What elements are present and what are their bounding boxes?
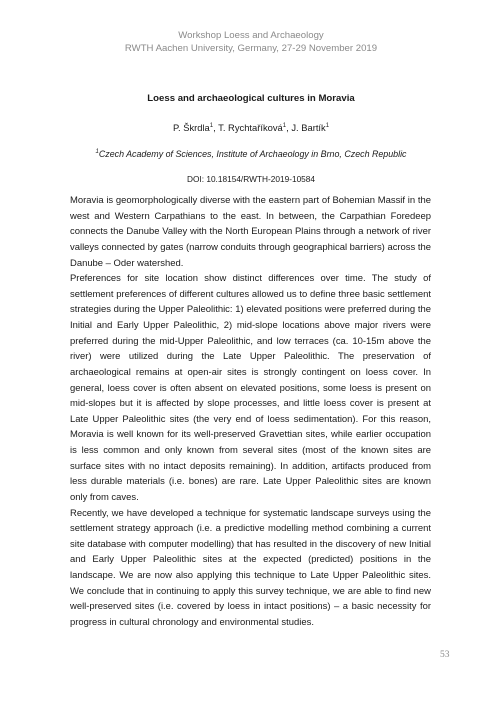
affiliation bbox=[0, 149, 502, 159]
header-venue: RWTH Aachen University, Germany, 27-29 November 2019 bbox=[124, 42, 378, 54]
affiliation-text: Czech Academy of Sciences, Institute of Archaeology in Brno, Czech Republic bbox=[98, 149, 407, 159]
author-affiliation-mark: 1 bbox=[209, 122, 214, 129]
doi: DOI: 10.18154/RWTH-2019-10584 bbox=[186, 174, 316, 184]
body-paragraph: Recently, we have developed a technique for systematic landscape surveys using the settlement strategy approach (i.e. a predictive modelling method combining a current site database with computer modelling) that has resulted in the discovery of new Initial and Early Upper Paleolithic sites at the expected (predicted) positions in the landscape. We are now also applying this technique to Late Upper Paleolithic sites. We conclude that in continuing to apply this survey technique, we are able to find new well-preserved sites (i.e. covered by loess in intact positions) – a basic necessity for progress in cultural chronology and environmental studies. bbox=[70, 507, 431, 628]
header-workshop-name: Workshop Loess and Archaeology bbox=[178, 30, 324, 41]
affiliation-mark: 1 bbox=[95, 149, 99, 156]
paper-title: Loess and archaeological cultures in Moravia bbox=[147, 93, 355, 104]
running-header bbox=[0, 30, 502, 55]
body-paragraph: Moravia is geomorphologically diverse with the eastern part of Bohemian Massif in the west and Western Carpathians to the east. In between, the Carpathian Foredeep connects the Danube Valley with the North European Plains through a network of river valleys connected by gates (narrow conduits through geographical barriers) across the Danube – Oder watershed. bbox=[70, 195, 431, 269]
author-affiliation-mark: 1 bbox=[325, 122, 330, 129]
author-name: T. Rychtaříková bbox=[218, 122, 283, 133]
abstract-body bbox=[70, 193, 431, 631]
page-number: 53 bbox=[440, 650, 450, 660]
body-paragraph: Preferences for site location show distinct differences over time. The study of settlement preferences of different cultures allowed us to define three basic settlement strategies during the Upper Paleolithic: 1) elevated positions were preferred during the Initial and Early Upper Paleolithic, 2) mid-slope locations above major rivers were preferred during the mid-Upper Paleolithic, and low terraces (ca. 10-15m above the river) were utilized during the Late Upper Paleolithic. The preservation of archaeological remains at open-air sites is strongly contingent on loess cover. In general, loess cover is often absent on elevated positions, some loess is present on mid-slopes but it is affected by slope processes, and little loess cover is present at Late Upper Paleolithic sites (the very end of loess sedimentation). For this reason, Moravia is well known for its well-preserved Gravettian sites, while earlier occupation is less common and only known from several sites (most of the known sites are surface sites with no intact deposits remaining). In addition, artifacts produced from less durable materials (i.e. bones) are rare. Late Upper Paleolithic sites are known only from caves. bbox=[70, 273, 431, 503]
author-affiliation-mark: 1 bbox=[282, 122, 287, 129]
author-name: J. Bartík bbox=[291, 122, 326, 133]
author-name: P. Škrdla bbox=[172, 122, 210, 133]
author-list: P. Škrdla$^1$, T. Rychtaříková$^1$, J. Bartík$^1$ bbox=[172, 122, 330, 133]
